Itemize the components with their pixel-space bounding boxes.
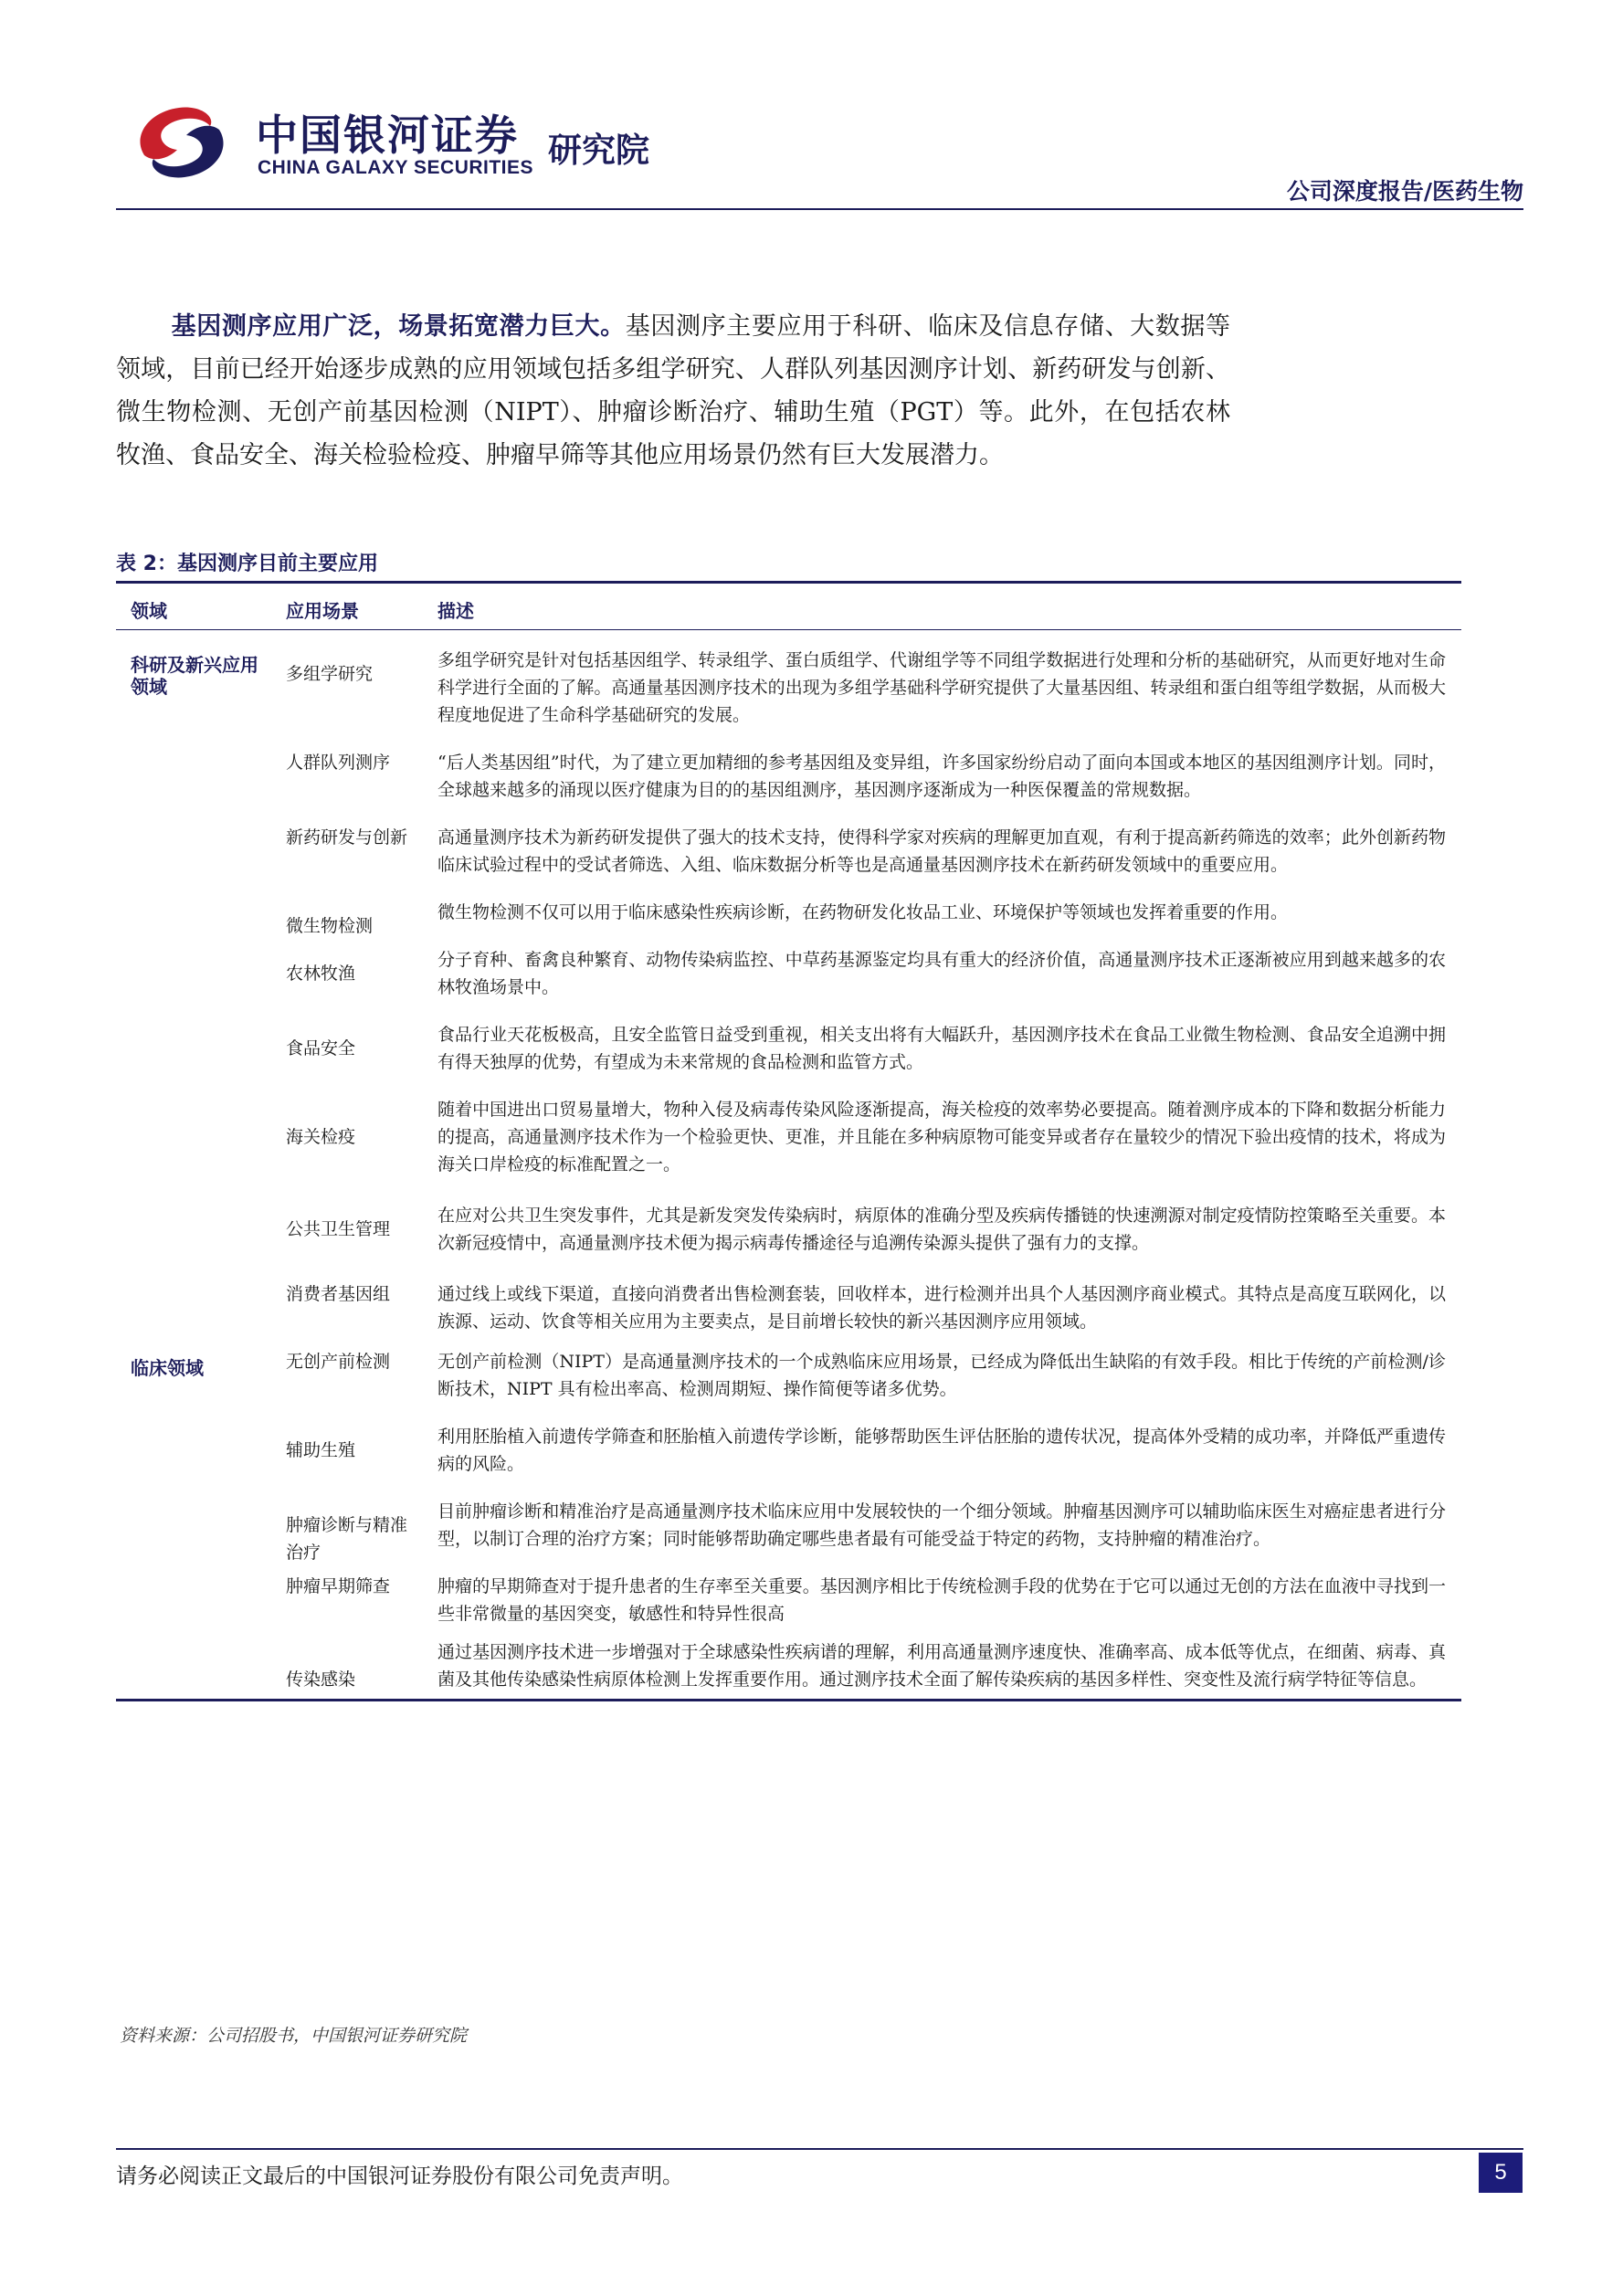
row-description: 在应对公共卫生突发事件，尤其是新发突发传染病时，病原体的准确分型及疾病传播链的快速溯源对制定疫情防控策略至关重要。本次新冠疫情中，高通量测序技术便为揭示病毒传播途径与追溯传染源头提供了强有力的支撑。: [437, 1206, 1446, 1253]
table-row: [116, 824, 1461, 879]
table-row: [116, 1573, 1461, 1627]
intro-lead: 基因测序应用广泛，场景拓宽潜力巨大。: [171, 312, 626, 341]
intro-paragraph: [116, 305, 1230, 477]
row-scene: 无创产前检测: [286, 1352, 391, 1372]
table-row: [116, 1202, 1461, 1257]
row-scene: 微生物检测: [286, 916, 374, 936]
intro-body: 基因测序主要应用于科研、临床及信息存储、大数据等领域，目前已经开始逐步成熟的应用领域包括多组学研究、人群队列基因测序计划、新药研发与创新、微生物检测、无创产前基因检测（NIPT）、肿瘤诊断治疗、辅助生殖（PGT）等。此外，在包括农林牧渔、食品安全、海关检验检疫、肿瘤早筛等其他应用场景仍然有巨大发展潜力。: [116, 312, 1231, 469]
research-institute-label: 研究院: [548, 131, 649, 170]
galaxy-logo-icon: [126, 99, 237, 186]
row-scene: 海关检疫: [286, 1127, 356, 1147]
header-divider: [116, 208, 1523, 210]
row-description: 分子育种、畜禽良种繁育、动物传染病监控、中草药基源鉴定均具有重大的经济价值，高通量测序技术正逐渐被应用到越来越多的农林牧渔场景中。: [437, 950, 1446, 997]
header-domain: 领域: [131, 600, 167, 622]
report-type-label: 公司深度报告/医药生物: [1286, 178, 1523, 205]
row-description: 肿瘤的早期筛查对于提升患者的生存率至关重要。基因测序相比于传统检测手段的优势在于它可以通过无创的方法在血液中寻找到一些非常微量的基因突变，敏感性和特异性很高: [437, 1576, 1446, 1624]
table-row: [116, 749, 1461, 804]
logo-chinese-name: 中国银河证券: [256, 111, 519, 160]
row-scene: 人群队列测序: [286, 753, 391, 773]
row-description: 食品行业天花板极高，且安全监管日益受到重视，相关支出将有大幅跃升，基因测序技术在食品工业微生物检测、食品安全追溯中拥有得天独厚的优势，有望成为未来常规的食品检测和监管方式。: [437, 1025, 1446, 1072]
row-scene: 传染感染: [286, 1669, 356, 1690]
row-description: 随着中国进出口贸易量增大，物种入侵及病毒传染风险逐渐提高，海关检疫的效率势必要提高。随着测序成本的下降和数据分析能力的提高，高通量测序技术作为一个检验更快、更准，并且能在多种病原物可能变异或者存在量较少的情况下验出疫情的技术，将成为海关口岸检疫的标准配置之一。: [437, 1100, 1446, 1174]
row-scene: 食品安全: [286, 1038, 356, 1058]
row-description: “后人类基因组”时代，为了建立更加精细的参考基因组及变异组，许多国家纷纷启动了面向本国或本地区的基因组测序计划。同时，全球越来越多的涌现以医疗健康为目的的基因组测序，基因测序逐渐成为一种医保覆盖的常规数据。: [437, 753, 1446, 800]
table-row: [116, 946, 1461, 1001]
table-row: [116, 1096, 1461, 1178]
page-number: 5: [1479, 2153, 1523, 2193]
table-row: [116, 1348, 1461, 1403]
table-row: [116, 1280, 1461, 1335]
logo-english-name: CHINA GALAXY SECURITIES: [258, 157, 534, 178]
row-domain: 科研及新兴应用领域: [131, 654, 258, 698]
table-row: [116, 1021, 1461, 1076]
table-row: [116, 899, 1461, 936]
row-domain: 临床领域: [131, 1357, 204, 1379]
disclaimer-notice: 请务必阅读正文最后的中国银河证券股份有限公司免责声明。: [116, 2164, 683, 2188]
row-description: 多组学研究是针对包括基因组学、转录组学、蛋白质组学、代谢组学等不同组学数据进行处理和分析的基础研究，从而更好地对生命科学进行全面的了解。高通量基因测序技术的出现为多组学基础科学研究提供了大量基因组、转录组和蛋白组等组学数据，从而极大程度地促进了生命科学基础研究的发展。: [437, 650, 1446, 725]
table-source-note: 资料来源：公司招股书，中国银河证券研究院: [120, 2026, 468, 2046]
table-row: [116, 1423, 1461, 1478]
table-row: [116, 1638, 1461, 1693]
row-description: 无创产前检测（NIPT）是高通量测序技术的一个成熟临床应用场景，已经成为降低出生缺陷的有效手段。相比于传统的产前检测/诊断技术，NIPT 具有检出率高、检测周期短、操作简便等诸多优势。: [437, 1352, 1446, 1399]
row-description: 通过线上或线下渠道，直接向消费者出售检测套装，回收样本，进行检测并出具个人基因测序商业模式。其特点是高度互联网化，以族源、运动、饮食等相关应用为主要卖点，是目前增长较快的新兴基因测序应用领域。: [437, 1284, 1446, 1332]
header-scene: 应用场景: [286, 600, 359, 622]
row-description: 目前肿瘤诊断和精准治疗是高通量测序技术临床应用中发展较快的一个细分领域。肿瘤基因测序可以辅助临床医生对癌症患者进行分型，以制订合理的治疗方案；同时能够帮助确定哪些患者最有可能受益于特定的药物，支持肿瘤的精准治疗。: [437, 1501, 1446, 1549]
row-description: 高通量测序技术为新药研发提供了强大的技术支持，使得科学家对疾病的理解更加直观，有利于提高新药筛选的效率；此外创新药物临床试验过程中的受试者筛选、入组、临床数据分析等也是高通量基因测序技术在新药研发领域中的重要应用。: [437, 827, 1446, 875]
table-row: [116, 1498, 1461, 1563]
row-description: 利用胚胎植入前遗传学筛查和胚胎植入前遗传学诊断，能够帮助医生评估胚胎的遗传状况，提高体外受精的成功率，并降低严重遗传病的风险。: [437, 1427, 1446, 1474]
row-scene: 肿瘤诊断与精准治疗: [286, 1515, 408, 1563]
header-description: 描述: [437, 600, 474, 622]
table-header: [116, 584, 1461, 630]
row-description: 通过基因测序技术进一步增强对于全球感染性疾病谱的理解，利用高通量测序速度快、准确率高、成本低等优点，在细菌、病毒、真菌及其他传染感染性病原体检测上发挥重要作用。通过测序技术全面了解传染疾病的基因多样性、突变性及流行病学特征等信息。: [437, 1642, 1446, 1690]
row-scene: 农林牧渔: [286, 964, 356, 984]
row-description: 微生物检测不仅可以用于临床感染性疾病诊断，在药物研发化妆品工业、环境保护等领域也发挥着重要的作用。: [437, 902, 1289, 922]
table-row: [116, 647, 1461, 729]
row-scene: 新药研发与创新: [286, 827, 408, 848]
row-scene: 公共卫生管理: [286, 1219, 391, 1239]
row-scene: 肿瘤早期筛查: [286, 1576, 391, 1596]
table-bottom-rule: [116, 1699, 1461, 1701]
row-scene: 多组学研究: [286, 664, 374, 684]
table-caption: 表 2：基因测序目前主要应用: [116, 553, 378, 575]
applications-table: [116, 581, 1461, 1701]
row-scene: 消费者基因组: [286, 1284, 391, 1304]
footer-divider: [116, 2148, 1523, 2150]
row-scene: 辅助生殖: [286, 1440, 356, 1460]
